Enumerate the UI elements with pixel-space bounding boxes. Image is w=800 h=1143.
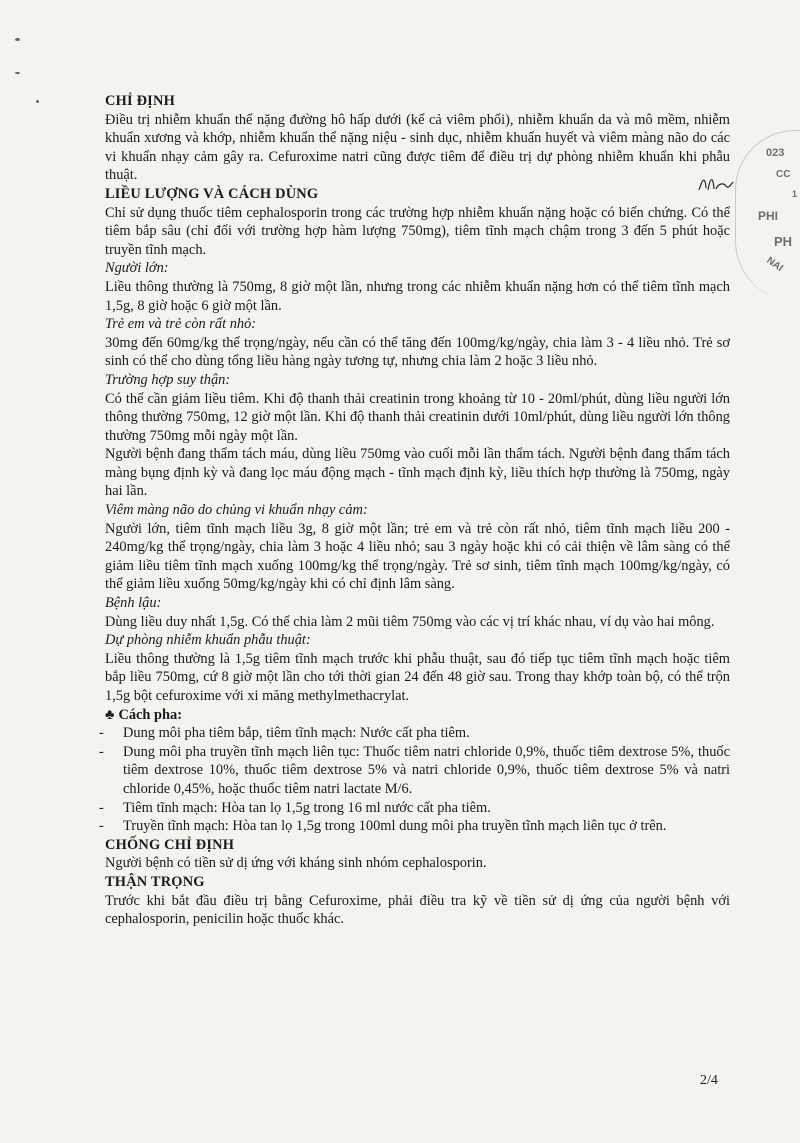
stamp-text: PHI	[758, 209, 779, 223]
club-bullet-icon: ♣	[105, 706, 115, 723]
stamp-text: 1	[792, 189, 798, 199]
stamp-text: NAI	[764, 255, 785, 274]
page-number: 2/4	[700, 1073, 718, 1088]
subheading-nguoi-lon: Người lớn:	[105, 260, 169, 277]
tre-em-body: 30mg đến 60mg/kg thể trọng/ngày, nếu cần có thể tăng đến 100mg/kg/ngày, chia làm 3 - 4 liều nhỏ. Trẻ sơ sinh có thể cho dùng tổng liều hàng ngày tương tự, nhưng chia làm 2 hoặc 3 liều nhỏ.	[105, 334, 730, 370]
cach-pha-heading	[105, 706, 730, 725]
subheading-du-phong: Dự phòng nhiễm khuẩn phẫu thuật:	[105, 632, 311, 649]
suy-than-body-2: Người bệnh đang thẩm tách máu, dùng liều 750mg vào cuối mỗi lần thẩm tách. Người bệnh đang thẩm tách màng bụng định kỳ và đang lọc máu động mạch - tĩnh mạch định kỳ, liều thích hợp thường là 750mg, ngày hai lần.	[105, 446, 730, 500]
section-title-than-trong: THẬN TRỌNG	[105, 873, 205, 890]
than-trong-body: Trước khi bắt đầu điều trị bằng Cefuroxime, phải điều tra kỹ về tiền sử dị ứng của người bệnh với cephalosporin, penicilin hoặc thuốc khác.	[105, 892, 730, 928]
section-title-chi-dinh: CHỈ ĐỊNH	[105, 93, 175, 109]
du-phong-body: Liều thông thường là 1,5g tiêm tĩnh mạch trước khi phẫu thuật, sau đó tiếp tục tiêm tĩnh mạch hoặc tiêm bắp liều 750mg, cứ 8 giờ một lần cho tới thời gian 24 đến 48 giờ sau. Trong thay khớp toàn bộ, có thể trộn 1,5g bột cefuroxime với xi măng methylmethacrylat.	[105, 650, 730, 704]
scan-mark	[15, 72, 20, 74]
scan-mark	[36, 100, 39, 103]
section-title-chong-chi-dinh: CHỐNG CHỈ ĐỊNH	[105, 836, 235, 853]
list-item: - Dung môi pha tiêm bắp, tiêm tĩnh mạch: Nước cất pha tiêm.	[105, 724, 730, 743]
scan-mark	[15, 38, 20, 41]
lieu-luong-intro: Chỉ sử dụng thuốc tiêm cephalosporin trong các trường hợp nhiễm khuẩn nặng hoặc có biến chứng. Có thể tiêm bắp sâu (chỉ đối với trường hợp hàm lượng 750mg), tiêm tĩnh mạch chậm trong 3 đến 5 phút hoặc truyền tĩnh mạch.	[105, 204, 730, 258]
benh-lau-body: Dùng liều duy nhất 1,5g. Có thể chia làm 2 mũi tiêm 750mg vào các vị trí khác nhau, ví dụ vào hai mông.	[105, 613, 715, 630]
stamp-text: 023	[766, 147, 785, 159]
suy-than-body-1: Có thể cần giảm liều tiêm. Khi độ thanh thải creatinin trong khoảng từ 10 - 20ml/phút, dùng liều người lớn thông thường 750mg, 12 giờ một lần. Khi độ thanh thải creatinin dưới 10ml/phút, dùng liều người lớn thông thường 750mg mỗi ngày một lần.	[105, 390, 730, 444]
list-item: - Tiêm tĩnh mạch: Hòa tan lọ 1,5g trong 16 ml nước cất pha tiêm.	[105, 799, 730, 818]
section-title-lieu-luong: LIỀU LƯỢNG VÀ CÁCH DÙNG	[105, 185, 319, 202]
list-item: - Truyền tĩnh mạch: Hòa tan lọ 1,5g trong 100ml dung môi pha truyền tĩnh mạch liên tục ở trên.	[105, 817, 730, 836]
signature-mark	[696, 172, 736, 194]
subheading-viem-mang-nao: Viêm màng não do chủng vi khuẩn nhạy cảm:	[105, 502, 368, 519]
subheading-tre-em: Trẻ em và trẻ còn rất nhỏ:	[105, 316, 257, 333]
stamp-text: PH	[774, 234, 793, 249]
chong-chi-dinh-body: Người bệnh có tiền sử dị ứng với kháng sinh nhóm cephalosporin.	[105, 855, 487, 872]
stamp-text: CC	[776, 169, 791, 180]
viem-mang-nao-body: Người lớn, tiêm tĩnh mạch liều 3g, 8 giờ một lần; trẻ em và trẻ còn rất nhỏ, tiêm tĩnh mạch liều 200 - 240mg/kg thể trọng/ngày, chia làm 3 hoặc 4 liều nhỏ; sau 3 ngày hoặc khi có cải thiện về lâm sàng có thể giảm liều tiêm tĩnh mạch xuống 100mg/kg thể trọng/ngày. Trẻ sơ sinh, tiêm tĩnh mạch 100mg/kg/ngày, có thể giảm liều xuống 50mg/kg/ngày khi có chỉ định lâm sàng.	[105, 520, 730, 593]
official-stamp	[735, 130, 800, 301]
nguoi-lon-body: Liều thông thường là 750mg, 8 giờ một lần, nhưng trong các nhiễm khuẩn nặng hơn có thể tiêm tĩnh mạch 1,5g, 8 giờ hoặc 6 giờ một lần.	[105, 278, 730, 314]
subheading-benh-lau: Bệnh lậu:	[105, 595, 162, 612]
subheading-suy-than: Trường hợp suy thận:	[105, 371, 231, 388]
chi-dinh-body: Điều trị nhiễm khuẩn thể nặng đường hô hấp dưới (kể cả viêm phổi), nhiễm khuẩn da và mô mềm, nhiễm khuẩn xương và khớp, nhiễm khuẩn thể nặng niệu - sinh dục, nhiễm khuẩn huyết và viêm màng não do các vi khuẩn nhạy cảm gây ra. Cefuroxime natri cũng được tiêm để điều trị dự phòng nhiễm khuẩn khi phẫu thuật.	[105, 111, 730, 184]
cach-pha-list	[105, 724, 730, 836]
document-page	[105, 92, 730, 929]
list-item: - Dung môi pha truyền tĩnh mạch liên tục: Thuốc tiêm natri chloride 0,9%, thuốc tiêm dextrose 5%, thuốc tiêm dextrose 10%, thuốc tiêm dextrose 5% và natri chloride 0,9%, thuốc tiêm dextrose 5% và natri chloride 0,45%, hoặc thuốc tiêm natri lactate M/6.	[105, 743, 730, 799]
cach-pha-title: Cách pha:	[118, 706, 183, 723]
